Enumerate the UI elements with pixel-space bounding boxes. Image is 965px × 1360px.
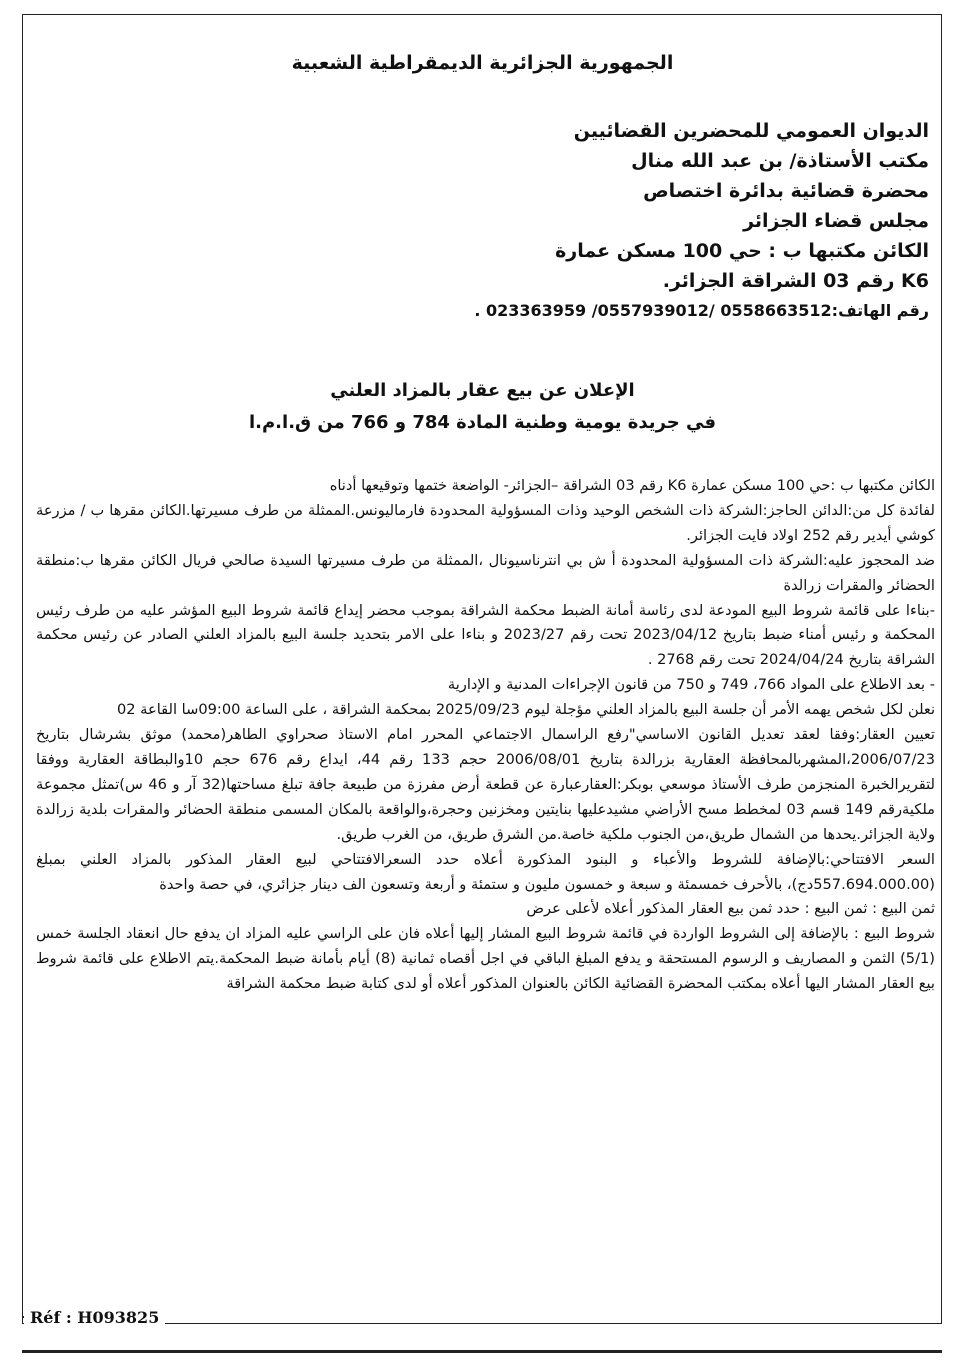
body-paragraph-sale-conditions: شروط البيع : بالإضافة إلى الشروط الواردة في قائمة شروط البيع المشار إليها أعلاه فان على الراسي عليه المزاد ان يدفع حال انعقاد الجلسة خمس (5/1) الثمن و المصاريف و الرسوم المستحقة و يدفع المبلغ الباقي في اجل أقصاه ثمانية (8) أيام بأمانة ضبط المحكمة.يتم الاطلاع على قائمة شروط بيع العقار المشار اليها أعلاه بمكتب المحضرة القضائية الكائن بالعنوان المذكور أعلاه أو لدى كتابة ضبط محكمة الشراقة [36, 925, 935, 993]
office-line-3: محضرة قضائية بدائرة اختصاص [643, 180, 929, 202]
office-phone: رقم الهاتف:0558663512 /0557939012/ 023363959 . [474, 301, 929, 320]
bailiff-office-block [369, 116, 929, 326]
office-line-1: الديوان العمومي للمحضرين القضائيين [573, 120, 929, 142]
office-line-4: مجلس قضاء الجزائر [743, 210, 929, 232]
office-line-6: K6 رقم 03 الشراقة الجزائر. [662, 270, 929, 292]
reference-number: Réf : H093825 [24, 1308, 165, 1327]
office-line-2: مكتب الأستاذة/ بن عبد الله منال [631, 150, 929, 172]
announcement-body [36, 474, 935, 997]
office-line-5: الكائن مكتبها ب : حي 100 مسكن عمارة [555, 240, 929, 262]
announcement-title: الإعلان عن بيع عقار بالمزاد العلني [330, 380, 635, 401]
body-paragraph-sale-price: ثمن البيع : ثمن البيع : حدد ثمن بيع العقار المذكور أعلاه لأعلى عرض [526, 900, 935, 918]
body-paragraph-legal-articles: - بعد الاطلاع على المواد 766، 749 و 750 من قانون الإجراءات المدنية و الإدارية [447, 676, 935, 694]
body-paragraph-debtor: ضد المحجوز عليه:الشركة ذات المسؤولية المحدودة أ ش بي انترناسيونال ،الممثلة من طرف مسيرتها السيدة صالحي فريال الكائن مقرها ب:منطقة الحضائر والمقرات زرالدة [36, 551, 935, 594]
announcement-subtitle: في جريدة يومية وطنية المادة 784 و 766 من ق.ا.م.ا [248, 412, 716, 433]
body-paragraph-property-description: تعيين العقار:وفقا لعقد تعديل القانون الاساسي"رفع الراسمال الاجتماعي المحرر امام الاستاذ صحراوي الطاهر(محمد) موثق بشرشال بتاريخ 2006/07/23،المشهربالمحافظة العقارية بزرالدة بتاريخ 2006/08/01 حجم 133 رقم 44، ايداع رقم 676 حجم 10والبطاقة العقارية ووفقا لتقريرالخبرة المنجزمن طرف الأستاذ موسعي بوبكر:العقارعبارة عن قطعة أرض مفرزة من طبيعة جافة تبلغ مساحتها(32 آر و 46 س)تمثل مجموعة ملكيةرقم 149 قسم 03 لمخطط مسح الأراضي مشيدعليها بنايتين ومخزنين وحجرة،والواقعة بالمكان المسمى منطقة الحضائر والمقرات بلدية زرالدة ولاية الجزائر.يحدها من الشمال طريق،من الجنوب ملكية خاصة.من الشرق طريق، من الغرب طريق. [36, 726, 936, 843]
body-paragraph-address: الكائن مكتبها ب :حي 100 مسكن عمارة K6 رقم 03 الشراقة –الجزائر- الواضعة ختمها وتوقيعها أدناه [329, 477, 935, 494]
body-paragraph-creditor: لفائدة كل من:الدائن الحاجز:الشركة ذات الشخص الوحيد وذات المسؤولية المحدودة فارماليونس.الممثلة من طرف مسيرتها.الكائن مقرها ب / مزرعة كوشي أيدير رقم 252 اولاد فايت الجزائر. [36, 501, 935, 544]
body-paragraph-conditions-basis: -بناءا على قائمة شروط البيع المودعة لدى رئاسة أمانة الضبط محكمة الشراقة بموجب محضر إيداع قائمة شروط البيع المؤشر عليه من طرف رئيس المحكمة و رئيس أمناء ضبط بتاريخ 2023/04/12 تحت رقم 2023/27 و بناءا على الامر بتحديد جلسة البيع بالمزاد العلني الصادر عن رئيس محكمة الشراقة بتاريخ 2024/04/24 تحت رقم 2768 . [36, 601, 936, 669]
body-paragraph-opening-price: السعر الافتتاحي:بالإضافة للشروط والأعباء و البنود المذكورة أعلاه حدد السعرالافتتاحي لبيع العقار المذكور بالمزاد العلني بمبلغ (557.694.000.00دج)، بالأحرف خمسمئة و سبعة و خمسون مليون و ستمئة و أربعة وتسعون الف دينار جزائري، في حصة واحدة [36, 850, 935, 893]
body-paragraph-session-date: نعلن لكل شخص يهمه الأمر أن جلسة البيع بالمزاد العلني مؤجلة ليوم 2025/09/23 بمحكمة الشراقة ، على الساعة 09:00سا القاعة 02 [116, 701, 935, 719]
bottom-rule [22, 1350, 942, 1353]
republic-title: الجمهورية الجزائرية الديمقراطية الشعبية [291, 52, 674, 74]
